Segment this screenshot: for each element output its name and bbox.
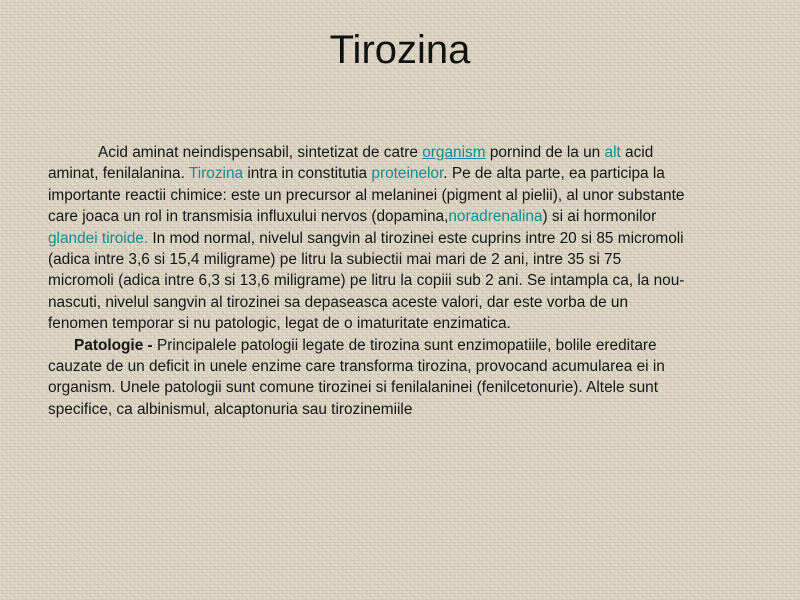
text-segment: acid aminat, fenilalanina. <box>48 144 654 183</box>
text-segment: intra in constitutia <box>243 165 372 183</box>
link-proteinelor[interactable]: proteinelor <box>371 165 444 183</box>
paragraph-definition <box>48 142 688 335</box>
text-segment: pornind de la un <box>485 144 605 161</box>
slide-body <box>48 142 688 420</box>
link-organism[interactable]: organism <box>422 144 486 161</box>
pathology-heading: Patologie - <box>74 336 153 354</box>
link-glandei-tiroide[interactable]: glandei tiroide. <box>48 229 149 247</box>
link-alt[interactable]: alt <box>604 144 621 161</box>
text-segment: . Pe de alta parte, ea participa la importante reactii chimice: este un precursor al melaninei (pigment al pielii), al unor substante care joaca un rol in transmisia influxului nervos (dopamina, <box>48 165 685 226</box>
link-tirozina[interactable]: Tirozina <box>188 165 244 183</box>
text-segment: Acid aminat neindispensabil, sintetizat de catre <box>98 144 423 161</box>
paragraph-pathology <box>48 335 688 421</box>
pathology-text: Principalele patologii legate de tirozina sunt enzimopatiile, bolile ereditare cauzate de un deficit in unele enzime care transforma tirozina, provocand acumularea ei in organism. Unele patologii sunt comune tirozinei si fenilalaninei (fenilcetonurie). Altele sunt specifice, ca albinismul, alcaptonuria sau tirozinemiile <box>48 336 665 418</box>
text-segment: In mod normal, nivelul sangvin al tirozinei este cuprins intre 20 si 85 micromoli (adica intre 3,6 si 15,4 miligrame) pe litru la subiectii mai mari de 2 ani, intre 35 si 75 micromoli (adica intre 6,3 si 13,6 miligrame) pe litru la copiii sub 2 ani. Se intampla ca, la nou-nascuti, nivelul sangvin al tirozinei sa depaseasca aceste valori, dar este vorba de un fenomen temporar si nu patologic, legat de o imaturitate enzimatica. <box>48 229 685 333</box>
slide-title: Tirozina <box>329 28 471 72</box>
text-segment: ) si ai hormonilor <box>542 208 657 226</box>
link-noradrenalina[interactable]: noradrenalina <box>448 208 543 226</box>
